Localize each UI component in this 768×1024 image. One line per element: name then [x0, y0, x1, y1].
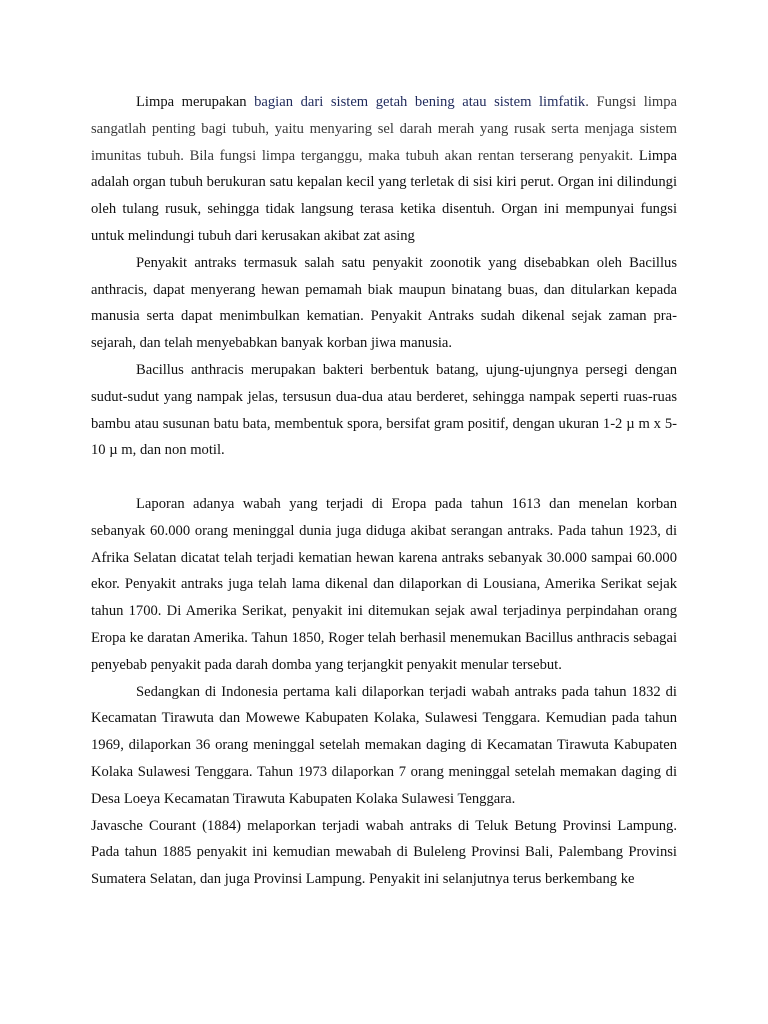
paragraph-javasche-courant: Javasche Courant (1884) melaporkan terjadi wabah antraks di Teluk Betung Provinsi Lampung. Pada tahun 1885 penyakit ini kemudian mewabah di Buleleng Provinsi Bali, Palembang Provinsi Sumatera Selatan, dan juga Provinsi Lampung. Penyakit ini selanjutnya terus berkembang ke — [91, 817, 677, 888]
paragraph-bacillus: Bacillus anthracis merupakan bakteri berbentuk batang, ujung-ujungnya persegi dengan sudut-sudut yang nampak jelas, tersusun dua-dua atau berderet, sehingga nampak seperti ruas-ruas bambu atau susunan batu bata, membentuk spora, bersifat gram positif, dengan ukuran 1-2 µ m x 5-10 µ m, dan non motil. — [91, 361, 677, 459]
paragraph-eropa-history: Laporan adanya wabah yang terjadi di Eropa pada tahun 1613 dan menelan korban sebanyak 60.000 orang meninggal dunia juga diduga akibat serangan antraks. Pada tahun 1923, di Afrika Selatan dicatat telah terjadi kematian hewan karena antraks sebanyak 30.000 sampai 60.000 ekor. Penyakit antraks juga telah lama dikenal dan dilaporkan di Lousiana, Amerika Serikat sejak tahun 1700. Di Amerika Serikat, penyakit ini ditemukan sejak awal terjadinya perpindahan orang Eropa ke daratan Amerika. Tahun 1850, Roger telah berhasil menemukan Bacillus anthracis sebagai penyebab penyakit pada darah domba yang terjangkit penyakit menular tersebut. — [91, 495, 677, 673]
limfatik-link[interactable]: bagian dari sistem getah bening atau sistem limfatik — [254, 94, 586, 110]
paragraph-spacer — [91, 464, 677, 491]
paragraph-indonesia-history: Sedangkan di Indonesia pertama kali dilaporkan terjadi wabah antraks pada tahun 1832 di Kecamatan Tirawuta dan Mowewe Kabupaten Kolaka, Sulawesi Tenggara. Kemudian pada tahun 1969, dilaporkan 36 orang meninggal setelah memakan daging di Kecamatan Tirawuta Kabupaten Kolaka Sulawesi Tenggara. Tahun 1973 dilaporkan 7 orang meninggal setelah memakan daging di Desa Loeya Kecamatan Tirawuta Kabupaten Kolaka Sulawesi Tenggara. — [91, 683, 677, 807]
paragraph-limpa-rest: Limpa adalah organ tubuh berukuran satu kepalan kecil yang terletak di sisi kiri perut. Organ ini dilindungi oleh tulang rusuk, sehingga tidak langsung terasa ketika disentuh. Organ ini mempunyai fungsi untuk melindungi tubuh dari kerusakan akibat zat asing — [91, 147, 677, 244]
paragraph-limpa — [91, 89, 677, 250]
paragraph-antraks-intro: Penyakit antraks termasuk salah satu penyakit zoonotik yang disebabkan oleh Bacillus anthracis, dapat menyerang hewan pemamah biak maupun binatang buas, dan ditularkan kepada manusia serta dapat menimbulkan kematian. Penyakit Antraks sudah dikenal sejak zaman pra-sejarah, dan telah menyebabkan banyak korban jiwa manusia. — [91, 254, 677, 352]
paragraph-limpa-intro: Limpa merupakan — [136, 94, 247, 110]
document-page — [91, 89, 677, 893]
paragraph-limpa-function: . Fungsi limpa sangatlah penting bagi tubuh, yaitu menyaring sel darah merah yang rusak serta menjaga sistem imunitas tubuh. Bila fungsi limpa terganggu, maka tubuh akan rentan terserang penyakit. — [91, 94, 678, 164]
